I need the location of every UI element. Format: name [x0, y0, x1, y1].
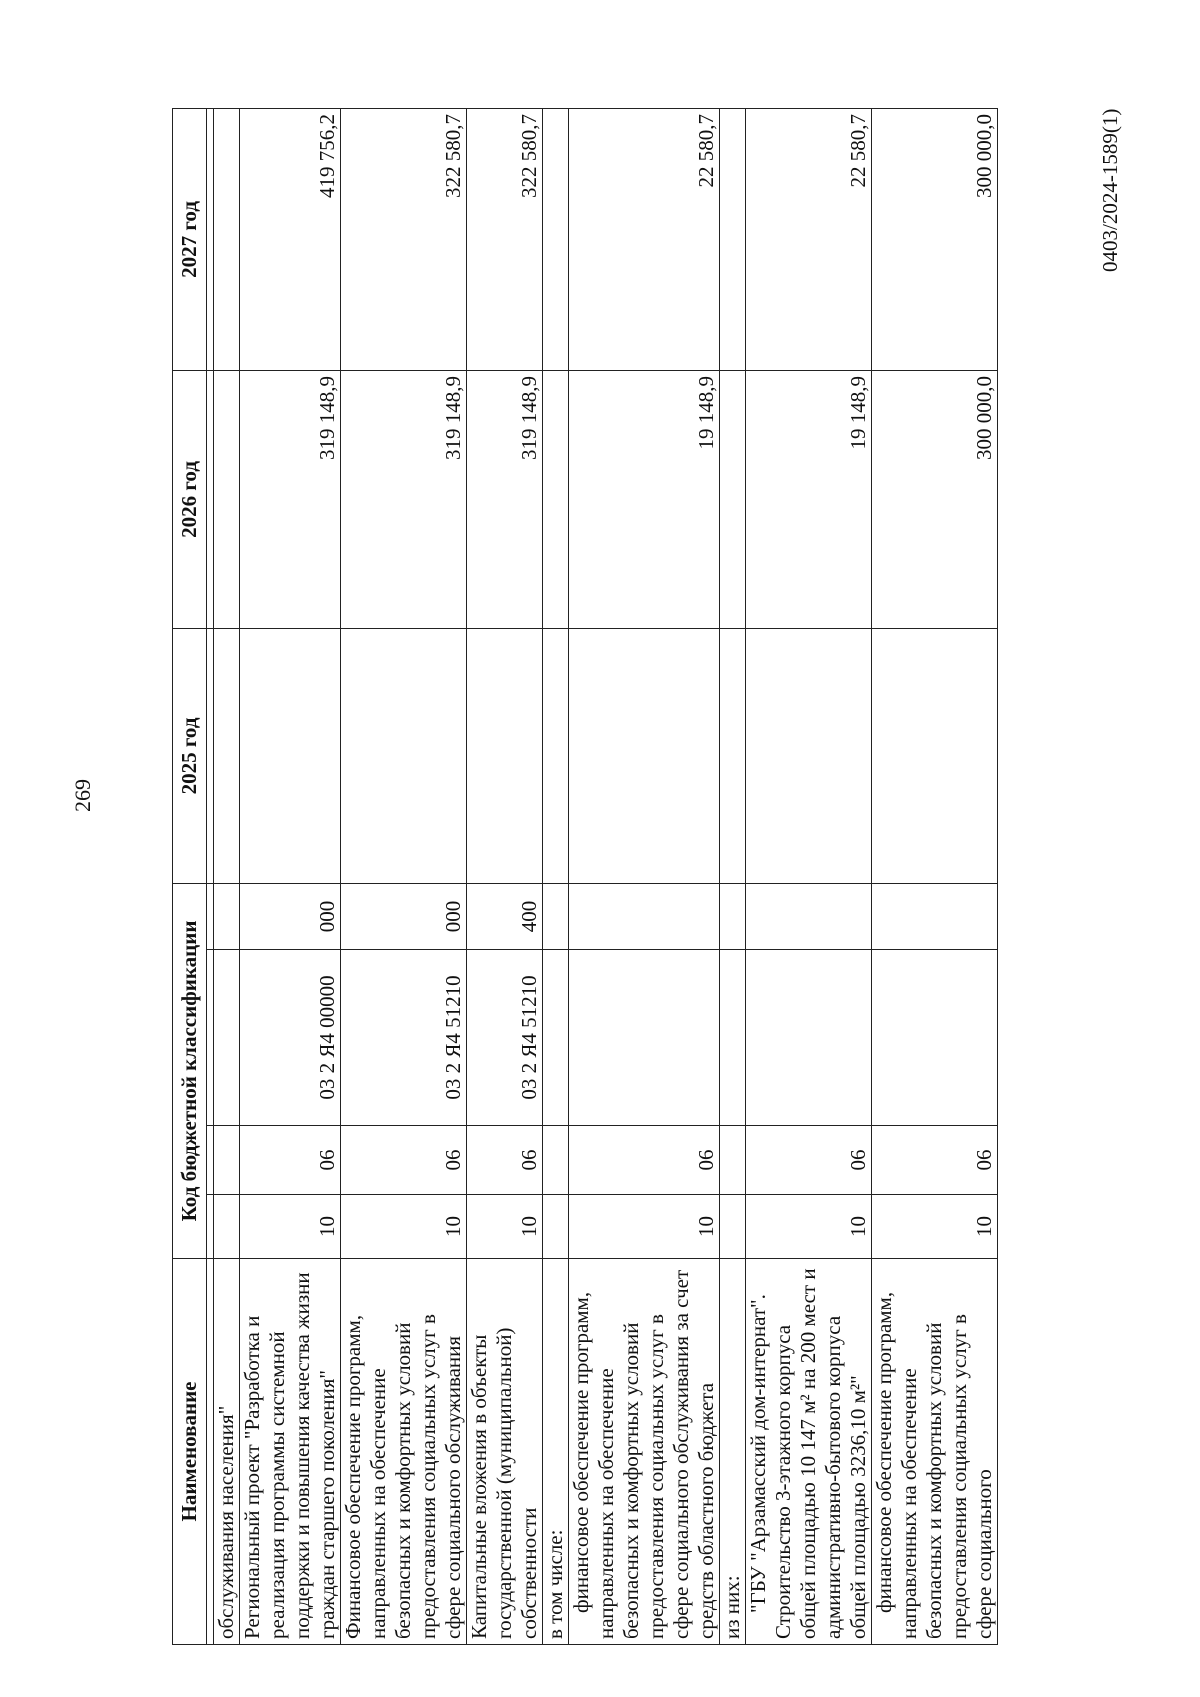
- page-number: 269: [70, 779, 95, 812]
- row-2025: [720, 628, 746, 883]
- row-expense-type: [214, 883, 240, 949]
- row-name: Финансовое обеспечение программ, направленных на обеспечение безопасных и комфортных условий предоставления социальных услуг в сфере социального обслуживания: [341, 1259, 467, 1645]
- row-2025: [240, 628, 341, 883]
- table-row: [872, 108, 998, 1644]
- row-2027: 322 580,7: [341, 108, 467, 370]
- row-name: финансовое обеспечение программ, направленных на обеспечение безопасных и комфортных условий предоставления социальных услуг в сфере социального: [872, 1259, 998, 1645]
- row-2026: [543, 370, 569, 628]
- row-target-article: [569, 950, 720, 1126]
- row-expense-type: 000: [240, 883, 341, 949]
- header-2025: 2025 год: [173, 628, 207, 883]
- table-row: [746, 108, 872, 1644]
- header-name: Наименование: [173, 1259, 207, 1645]
- row-2025: [214, 628, 240, 883]
- row-target-article: [214, 950, 240, 1126]
- row-subsection: [214, 1126, 240, 1195]
- table-row: [467, 108, 543, 1644]
- row-subsection: 06: [341, 1126, 467, 1195]
- row-2027: 22 580,7: [746, 108, 872, 370]
- row-2027: [214, 108, 240, 370]
- row-2026: 319 148,9: [467, 370, 543, 628]
- row-name: обслуживания населения": [214, 1259, 240, 1645]
- row-2027: [543, 108, 569, 370]
- row-section: 10: [341, 1195, 467, 1259]
- row-section: [214, 1195, 240, 1259]
- row-expense-type: [720, 883, 746, 949]
- row-2027: 419 756,2: [240, 108, 341, 370]
- document-number: 0403/2024-1589(1): [1098, 108, 1122, 272]
- row-subsection: [720, 1126, 746, 1195]
- row-name: финансовое обеспечение программ, направленных на обеспечение безопасных и комфортных условий предоставления социальных услуг в сфере социального обслуживания за счет средств областного бюджета: [569, 1259, 720, 1645]
- row-expense-type: [746, 883, 872, 949]
- row-subsection: 06: [872, 1126, 998, 1195]
- row-target-article: [720, 950, 746, 1126]
- budget-table: [172, 108, 998, 1645]
- row-expense-type: 400: [467, 883, 543, 949]
- row-2025: [569, 628, 720, 883]
- row-2026: [214, 370, 240, 628]
- row-subsection: 06: [467, 1126, 543, 1195]
- table-header-row: [173, 108, 207, 1644]
- row-subsection: 06: [746, 1126, 872, 1195]
- row-section: [720, 1195, 746, 1259]
- row-2027: 22 580,7: [569, 108, 720, 370]
- row-target-article: [543, 950, 569, 1126]
- row-2025: [872, 628, 998, 883]
- row-2026: [720, 370, 746, 628]
- row-name: Региональный проект "Разработка и реализация программы системной поддержки и повышения качества жизни граждан старшего поколения": [240, 1259, 341, 1645]
- row-name: из них:: [720, 1259, 746, 1645]
- row-2026: 19 148,9: [569, 370, 720, 628]
- table-row: [214, 108, 240, 1644]
- row-expense-type: 000: [341, 883, 467, 949]
- row-subsection: 06: [569, 1126, 720, 1195]
- header-2026: 2026 год: [173, 370, 207, 628]
- row-2026: 300 000,0: [872, 370, 998, 628]
- row-target-article: 03 2 Я4 00000: [240, 950, 341, 1126]
- table-row: [543, 108, 569, 1644]
- row-2025: [341, 628, 467, 883]
- row-expense-type: [569, 883, 720, 949]
- row-2026: 19 148,9: [746, 370, 872, 628]
- table-row: [569, 108, 720, 1644]
- header-code: Код бюджетной классификации: [173, 883, 207, 1258]
- row-2025: [543, 628, 569, 883]
- row-name: Капитальные вложения в объекты государственной (муниципальной) собственности: [467, 1259, 543, 1645]
- row-subsection: 06: [240, 1126, 341, 1195]
- row-2025: [467, 628, 543, 883]
- row-section: 10: [569, 1195, 720, 1259]
- row-section: 10: [746, 1195, 872, 1259]
- header-spacer-row: [207, 108, 214, 1644]
- row-section: 10: [240, 1195, 341, 1259]
- row-2025: [746, 628, 872, 883]
- table-row: [720, 108, 746, 1644]
- row-expense-type: [872, 883, 998, 949]
- header-2027: 2027 год: [173, 108, 207, 370]
- rotated-table-container: [172, 109, 996, 1645]
- row-target-article: 03 2 Я4 51210: [341, 950, 467, 1126]
- row-name: в том числе:: [543, 1259, 569, 1645]
- row-2027: 322 580,7: [467, 108, 543, 370]
- table-row: [240, 108, 341, 1644]
- table-row: [341, 108, 467, 1644]
- row-2026: 319 148,9: [240, 370, 341, 628]
- row-name: "ГБУ "Арзамасский дом-интернат". Строительство 3-этажного корпуса общей площадью 10 147 м² на 200 мест и административно-бытового корпуса общей площадью 3236,10 м²": [746, 1259, 872, 1645]
- row-section: 10: [467, 1195, 543, 1259]
- row-section: [543, 1195, 569, 1259]
- row-2027: 300 000,0: [872, 108, 998, 370]
- row-target-article: 03 2 Я4 51210: [467, 950, 543, 1126]
- row-target-article: [746, 950, 872, 1126]
- row-2026: 319 148,9: [341, 370, 467, 628]
- row-subsection: [543, 1126, 569, 1195]
- row-expense-type: [543, 883, 569, 949]
- row-target-article: [872, 950, 998, 1126]
- row-section: 10: [872, 1195, 998, 1259]
- row-2027: [720, 108, 746, 370]
